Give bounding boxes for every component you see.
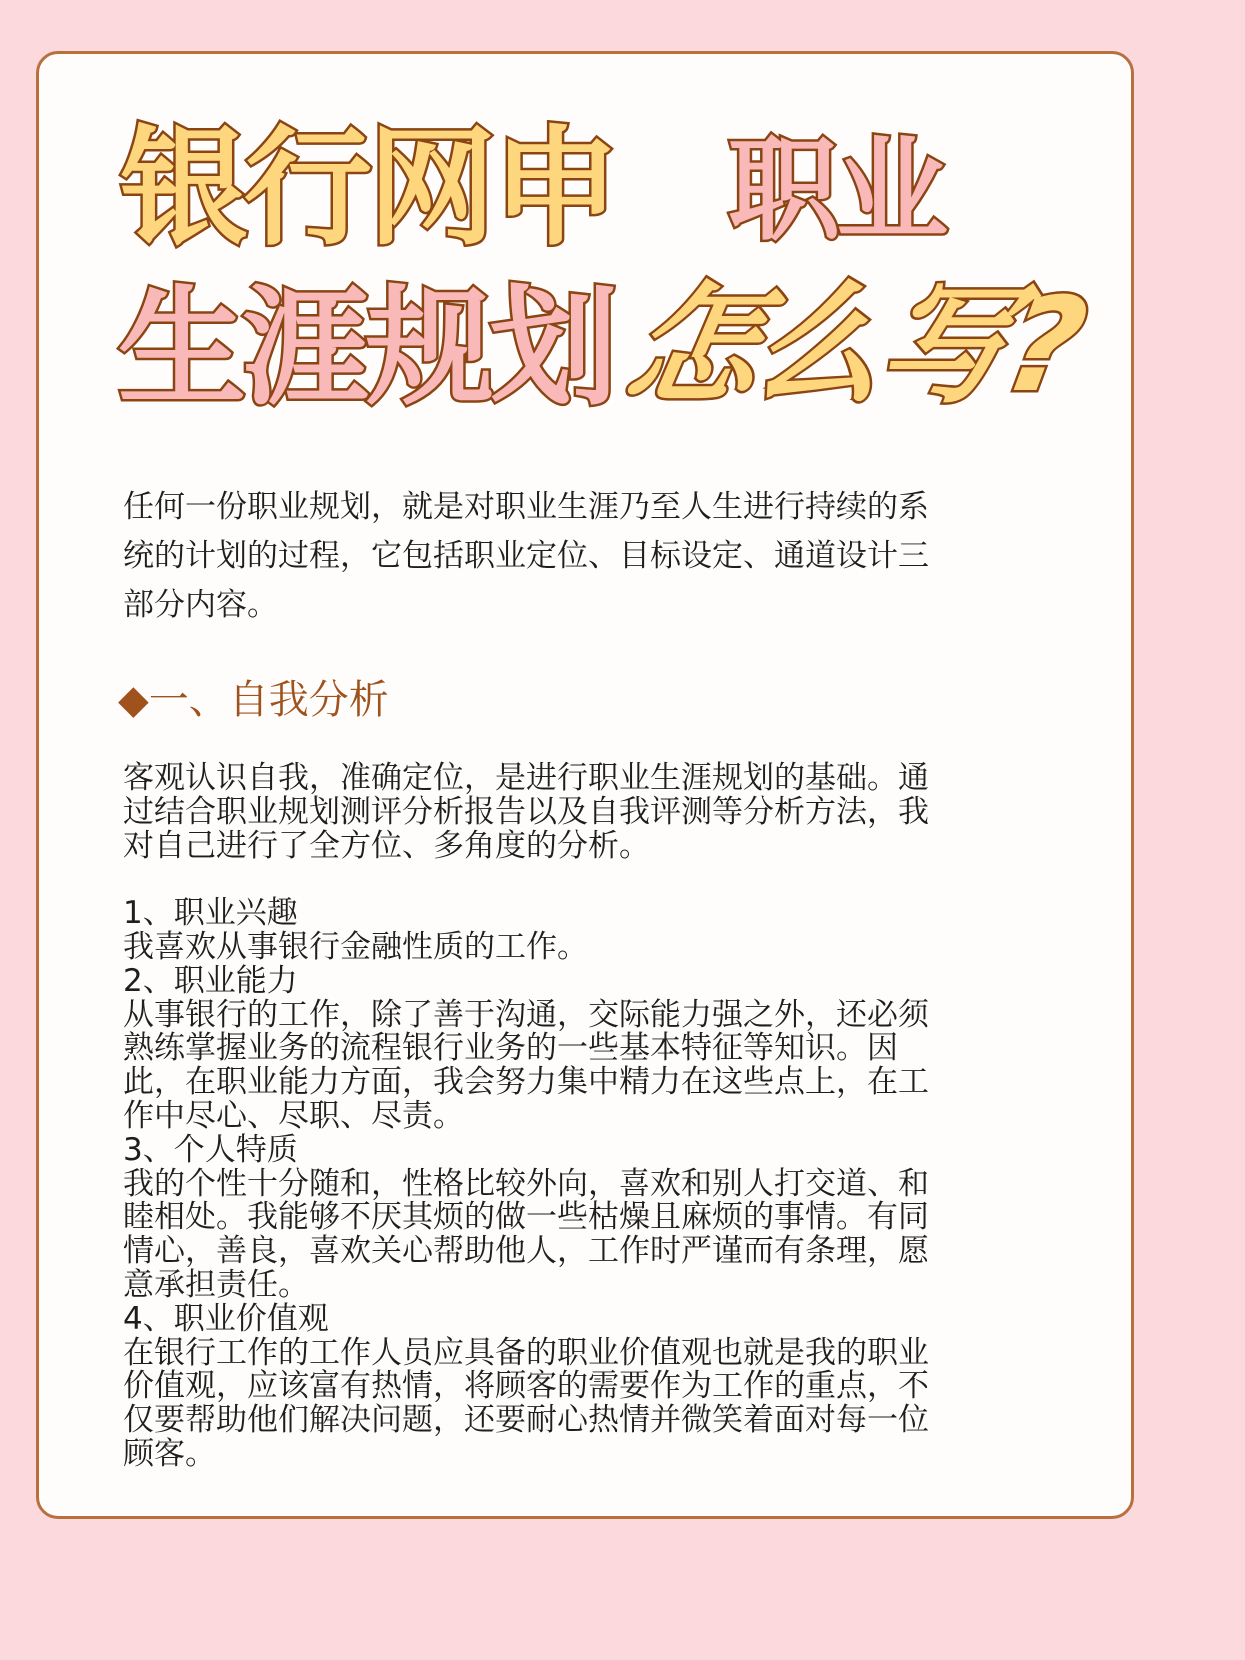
body-line: 过结合职业规划测评分析报告以及自我评测等分析方法，我: [123, 793, 929, 830]
title-line2-part1: 生涯规划: [118, 274, 615, 423]
body-line: 意承担责任。: [123, 1267, 309, 1303]
body-line: 仅要帮助他们解决问题，还要耐心热情并微笑着面对每一位: [123, 1402, 929, 1439]
body-line: 我的个性十分随和，性格比较外向，喜欢和别人打交道、和: [123, 1165, 929, 1202]
body-line: 4、职业价值观: [123, 1300, 329, 1337]
body-line: 价值观，应该富有热情，将顾客的需要作为工作的重点，不: [123, 1368, 929, 1405]
section-heading: ◆一、自我分析: [118, 677, 389, 723]
body-line: 情心，善良，喜欢关心帮助他人，工作时严谨而有条理，愿: [123, 1233, 929, 1270]
body-line: 我喜欢从事银行金融性质的工作。: [123, 929, 588, 965]
title-line1-part2: 职业: [728, 126, 944, 256]
intro-line: 部分内容。: [123, 587, 278, 623]
body-line: 此，在职业能力方面，我会努力集中精力在这些点上，在工: [123, 1064, 929, 1101]
body-line: 客观认识自我，准确定位，是进行职业生涯规划的基础。通: [123, 760, 929, 796]
title-line1-part1: 银行网申: [120, 114, 617, 263]
body-line: 熟练掌握业务的流程银行业务的一些基本特征等知识。因: [123, 1030, 898, 1067]
body-line: 从事银行的工作，除了善于沟通，交际能力强之外，还必须: [123, 996, 929, 1033]
body-line: 在银行工作的工作人员应具备的职业价值观也就是我的职业: [123, 1334, 929, 1371]
body-line: 睦相处。我能够不厌其烦的做一些枯燥且麻烦的事情。有同: [123, 1199, 929, 1236]
body-line: 2、职业能力: [123, 962, 298, 999]
body-line: 3、个人特质: [123, 1131, 298, 1168]
title-line2-part2: 怎么写?: [616, 269, 1093, 421]
body-line: 1、职业兴趣: [123, 895, 298, 932]
body-line: 顾客。: [123, 1436, 216, 1472]
body-line: 作中尽心、尽职、尽责。: [123, 1098, 464, 1134]
intro-line: 统的计划的过程，它包括职业定位、目标设定、通道设计三: [123, 538, 929, 574]
body-line: 对自己进行了全方位、多角度的分析。: [123, 827, 650, 864]
intro-line: 任何一份职业规划，就是对职业生涯乃至人生进行持续的系: [123, 489, 929, 525]
